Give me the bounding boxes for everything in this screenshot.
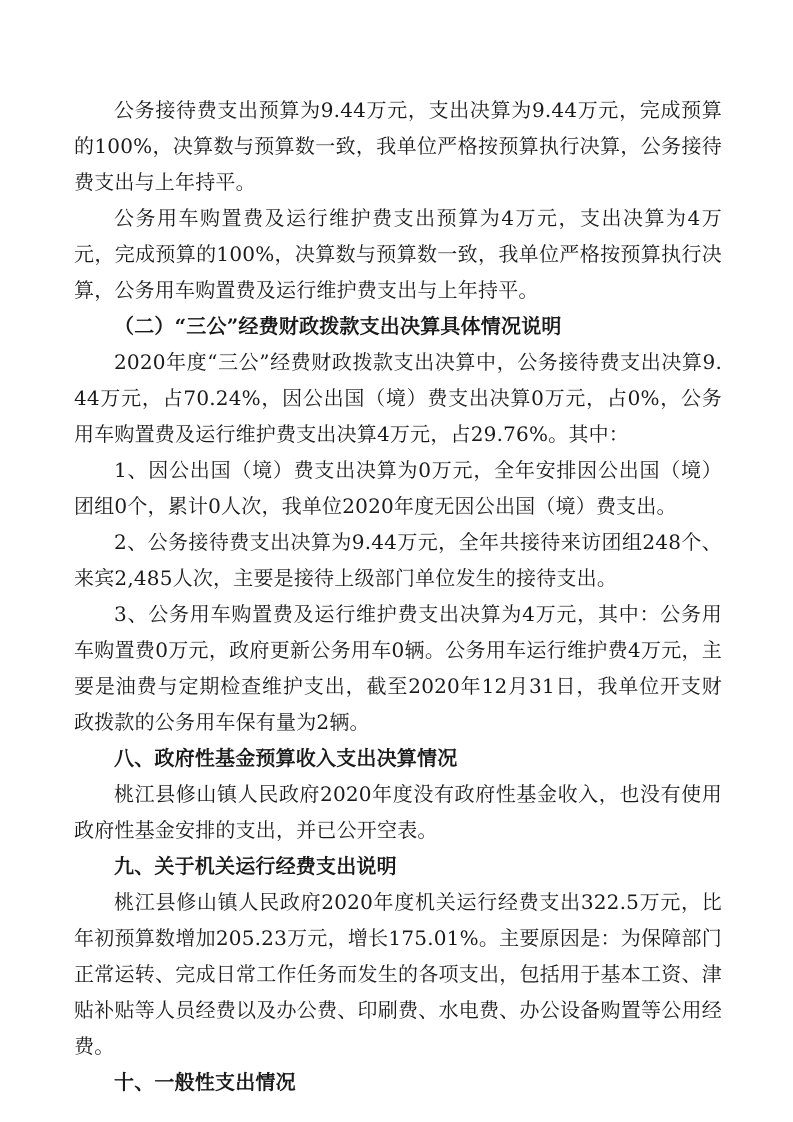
paragraph-three-public-summary: 2020年度“三公”经费财政拨款支出决算中，公务接待费支出决算9.44万元，占70.24%，因公出国（境）费支出决算0万元，占0%，公务用车购置费及运行维护费支出决算4万元，占29.76%。其中： — [74, 350, 722, 446]
paragraph-government-funds: 桃江县修山镇人民政府2020年度没有政府性基金收入，也没有使用政府性基金安排的支出，并已公开空表。 — [74, 782, 722, 842]
paragraph-overseas-travel: 1、因公出国（境）费支出决算为0万元，全年安排因公出国（境）团组0个，累计0人次，我单位2020年度无因公出国（境）费支出。 — [74, 458, 722, 518]
paragraph-operating-expenses: 桃江县修山镇人民政府2020年度机关运行经费支出322.5万元，比年初预算数增加205.23万元，增长175.01%。主要原因是：为保障部门正常运转、完成日常工作任务而发生的各项支出，包括用于基本工资、津贴补贴等人员经费以及办公费、印刷费、水电费、办公设备购置等公用经费。 — [74, 890, 722, 1058]
paragraph-vehicle-detail: 3、公务用车购置费及运行维护费支出决算为4万元，其中：公务用车购置费0万元，政府更新公务用车0辆。公务用车运行维护费4万元，主要是油费与定期检查维护支出，截至2020年12月31日，我单位开支财政拨款的公务用车保有量为2辆。 — [74, 602, 722, 734]
section-heading-operating-expenses: 九、关于机关运行经费支出说明 — [114, 854, 397, 878]
section-heading-general-expenses: 十、一般性支出情况 — [114, 1070, 296, 1094]
paragraph-hospitality-budget: 公务接待费支出预算为9.44万元，支出决算为9.44万元，完成预算的100%，决算数与预算数一致，我单位严格按预算执行决算，公务接待费支出与上年持平。 — [74, 98, 722, 194]
paragraph-hospitality-detail: 2、公务接待费支出决算为9.44万元，全年共接待来访团组248个、来宾2,485人次，主要是接待上级部门单位发生的接待支出。 — [74, 530, 722, 590]
paragraph-vehicle-budget: 公务用车购置费及运行维护费支出预算为4万元，支出决算为4万元，完成预算的100%，决算数与预算数一致，我单位严格按预算执行决算，公务用车购置费及运行维护费支出与上年持平。 — [74, 206, 722, 302]
section-heading-three-public: （二）“三公”经费财政拨款支出决算具体情况说明 — [114, 314, 562, 338]
document-body — [74, 92, 722, 1100]
section-heading-government-funds: 八、政府性基金预算收入支出决算情况 — [114, 746, 458, 770]
